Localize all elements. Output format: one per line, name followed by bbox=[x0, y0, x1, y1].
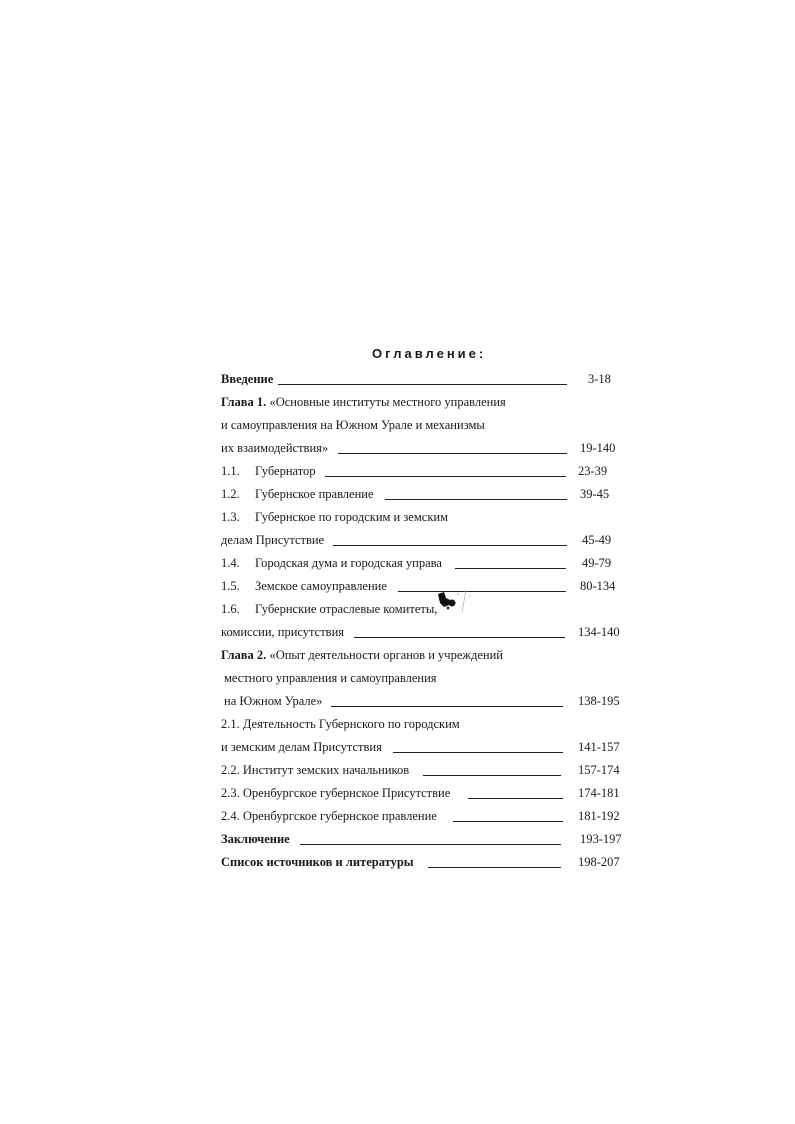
toc-s1-4-pages: 49-79 bbox=[582, 556, 612, 570]
leader-line bbox=[468, 798, 563, 799]
toc-intro-pages: 3-18 bbox=[588, 372, 611, 386]
toc-s1-5-num: 1.5. bbox=[221, 579, 240, 593]
toc-conclusion-label: Заключение bbox=[221, 832, 290, 846]
toc-s1-4-num: 1.4. bbox=[221, 556, 240, 570]
toc-sources-pages: 198-207 bbox=[578, 855, 620, 869]
leader-line bbox=[393, 752, 563, 753]
leader-line bbox=[325, 476, 566, 477]
toc-chapter2-line1 bbox=[221, 648, 503, 663]
toc-s2-2-title: 2.2. Институт земских начальников bbox=[221, 763, 410, 777]
toc-s2-1-line2: и земским делам Присутствия bbox=[221, 740, 382, 754]
toc-sources-label: Список источников и литературы bbox=[221, 855, 414, 869]
toc-s2-4-pages: 181-192 bbox=[578, 809, 620, 823]
toc-s1-3-pages: 45-49 bbox=[582, 533, 612, 547]
toc-s1-1-pages: 23-39 bbox=[578, 464, 608, 478]
toc-s1-2-title: Губернское правление bbox=[255, 487, 374, 501]
toc-s1-6-num: 1.6. bbox=[221, 602, 240, 616]
leader-line bbox=[354, 637, 565, 638]
toc-s2-2-pages: 157-174 bbox=[578, 763, 620, 777]
leader-line bbox=[453, 821, 563, 822]
toc-s2-3-title: 2.3. Оренбургское губернское Присутствие bbox=[221, 786, 451, 800]
chapter2-prefix: Глава 2. bbox=[221, 648, 267, 662]
toc-chapter1-pages: 19-140 bbox=[580, 441, 616, 455]
chapter2-title-part1: «Опыт деятельности органов и учреждений bbox=[269, 648, 503, 662]
toc-conclusion-pages: 193-197 bbox=[580, 832, 622, 846]
leader-line bbox=[278, 384, 567, 385]
toc-chapter1-line3: их взаимодействия» bbox=[221, 441, 329, 455]
toc-chapter2-pages: 138-195 bbox=[578, 694, 620, 708]
toc-s1-3-num: 1.3. bbox=[221, 510, 240, 524]
chapter1-title-part1: «Основные институты местного управления bbox=[269, 395, 506, 409]
toc-s2-4-title: 2.4. Оренбургское губернское правление bbox=[221, 809, 437, 823]
toc-s1-6-pages: 134-140 bbox=[578, 625, 620, 639]
toc-s2-1-pages: 141-157 bbox=[578, 740, 620, 754]
toc-s1-2-pages: 39-45 bbox=[580, 487, 610, 501]
toc-chapter1-line2: и самоуправления на Южном Урале и механизмы bbox=[221, 418, 485, 432]
leader-line bbox=[331, 706, 563, 707]
toc-chapter2-line2: местного управления и самоуправления bbox=[224, 671, 437, 685]
toc-title: Оглавление: bbox=[372, 346, 487, 361]
toc-s1-2-num: 1.2. bbox=[221, 487, 240, 501]
toc-s2-1-line1: 2.1. Деятельность Губернского по городским bbox=[221, 717, 460, 731]
toc-s1-3-line2: делам Присутствие bbox=[221, 533, 325, 547]
leader-line bbox=[428, 867, 561, 868]
toc-s1-6-line1: Губернские отраслевые комитеты, bbox=[255, 602, 438, 616]
toc-s1-5-pages: 80-134 bbox=[580, 579, 616, 593]
ink-blot bbox=[436, 588, 476, 614]
toc-s1-4-title: Городская дума и городская управа bbox=[255, 556, 442, 570]
toc-intro-label: Введение bbox=[221, 372, 274, 386]
leader-line bbox=[398, 591, 566, 592]
toc-chapter1-line1 bbox=[221, 395, 506, 410]
toc-s1-3-line1: Губернское по городским и земским bbox=[255, 510, 448, 524]
toc-s1-1-title: Губернатор bbox=[255, 464, 316, 478]
toc-s1-1-num: 1.1. bbox=[221, 464, 240, 478]
leader-line bbox=[300, 844, 561, 845]
toc-s2-3-pages: 174-181 bbox=[578, 786, 620, 800]
toc-chapter2-line3: на Южном Урале» bbox=[224, 694, 323, 708]
toc-s1-6-line2: комиссии, присутствия bbox=[221, 625, 345, 639]
leader-line bbox=[385, 499, 567, 500]
leader-line bbox=[338, 453, 567, 454]
chapter1-prefix: Глава 1. bbox=[221, 395, 267, 409]
leader-line bbox=[455, 568, 566, 569]
toc-s1-5-title: Земское самоуправление bbox=[255, 579, 387, 593]
leader-line bbox=[423, 775, 561, 776]
leader-line bbox=[333, 545, 567, 546]
